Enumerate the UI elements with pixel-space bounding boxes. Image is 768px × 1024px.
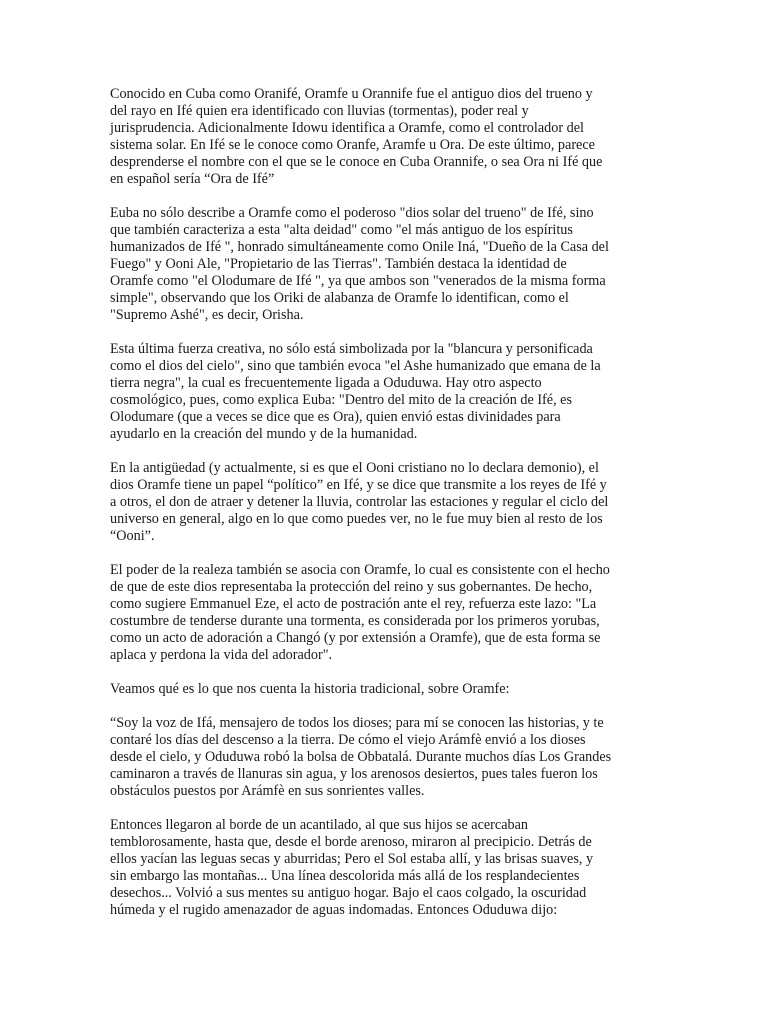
paragraph-8: Entonces llegaron al borde de un acantilado, al que sus hijos se acercaban temblorosamente, hasta que, desde el borde arenoso, miraron al precipicio. Detrás de ellos yacían las leguas secas y aburridas; Pero el Sol estaba allí, y las brisas suaves, y sin embargo las montañas... Una línea descolorida más allá de los resplandecientes desechos... Volvió a sus mentes su antiguo hogar. Bajo el caos colgado, la oscuridad húmeda y el rugido amenazador de aguas indomadas. Entonces Oduduwa dijo:	[110, 817, 594, 918]
paragraph-2: Euba no sólo describe a Oramfe como el poderoso "dios solar del trueno" de Ifé, sino que también caracteriza a esta "alta deidad" como "el más antiguo de los espíritus humanizados de Ifé ", honrado simultáneamente como Onile Iná, "Dueño de la Casa del Fuego" y Ooni Ale, "Propietario de las Tierras". También destaca la identidad de Oramfe como "el Olodumare de Ifé ", ya que ambos son "venerados de la misma forma simple", observando que los Oriki de alabanza de Oramfe lo identifican, como el "Supremo Ashé", es decir, Orisha.	[110, 205, 609, 323]
paragraph-5: El poder de la realeza también se asocia con Oramfe, lo cual es consistente con el hecho de que de este dios representaba la protección del reino y sus gobernantes. De hecho, como sugiere Emmanuel Eze, el acto de postración ante el rey, refuerza este lazo: "La costumbre de tenderse durante una tormenta, es considerada por los primeros yorubas, como un acto de adoración a Changó (y por extensión a Oramfe), que de esta forma se aplaca y perdona la vida del adorador".	[110, 562, 610, 663]
paragraph-4: En la antigüedad (y actualmente, si es que el Ooni cristiano no lo declara demonio), el dios Oramfe tiene un papel “político” en Ifé, y se dice que transmite a los reyes de Ifé y a otros, el don de atraer y detener la lluvia, controlar las estaciones y regular el ciclo del universo en general, algo en lo que como puedes ver, no le fue muy bien al resto de los “Ooni”.	[110, 460, 609, 544]
paragraph-1: Conocido en Cuba como Oranifé, Oramfe u Orannife fue el antiguo dios del trueno y del rayo en Ifé quien era identificado con lluvias (tormentas), poder real y jurisprudencia. Adicionalmente Idowu identifica a Oramfe, como el controlador del sistema solar. En Ifé se le conoce como Oranfe, Aramfe u Ora. De este último, parece desprenderse el nombre con el que se le conoce en Cuba Orannife, o sea Ora ni Ifé que en español sería “Ora de Ifé”	[110, 86, 603, 187]
paragraph-6: Veamos qué es lo que nos cuenta la historia tradicional, sobre Oramfe:	[110, 681, 510, 697]
paragraph-7: “Soy la voz de Ifá, mensajero de todos los dioses; para mí se conocen las historias, y te contaré los días del descenso a la tierra. De cómo el viejo Arámfè envió a los dioses desde el cielo, y Oduduwa robó la bolsa de Obbatalá. Durante muchos días Los Grandes caminaron a través de llanuras sin agua, y los arenosos desiertos, pues tales fueron los obstáculos puestos por Arámfè en sus sonrientes valles.	[110, 715, 612, 799]
paragraph-3: Esta última fuerza creativa, no sólo está simbolizada por la "blancura y personificada como el dios del cielo", sino que también evoca "el Ashe humanizado que emana de la tierra negra", la cual es frecuentemente ligada a Oduduwa. Hay otro aspecto cosmológico, pues, como explica Euba: "Dentro del mito de la creación de Ifé, es Olodumare (que a veces se dice que es Ora), quien envió estas divinidades para ayudarlo en la creación del mundo y de la humanidad.	[110, 341, 601, 442]
document-body	[110, 86, 658, 936]
